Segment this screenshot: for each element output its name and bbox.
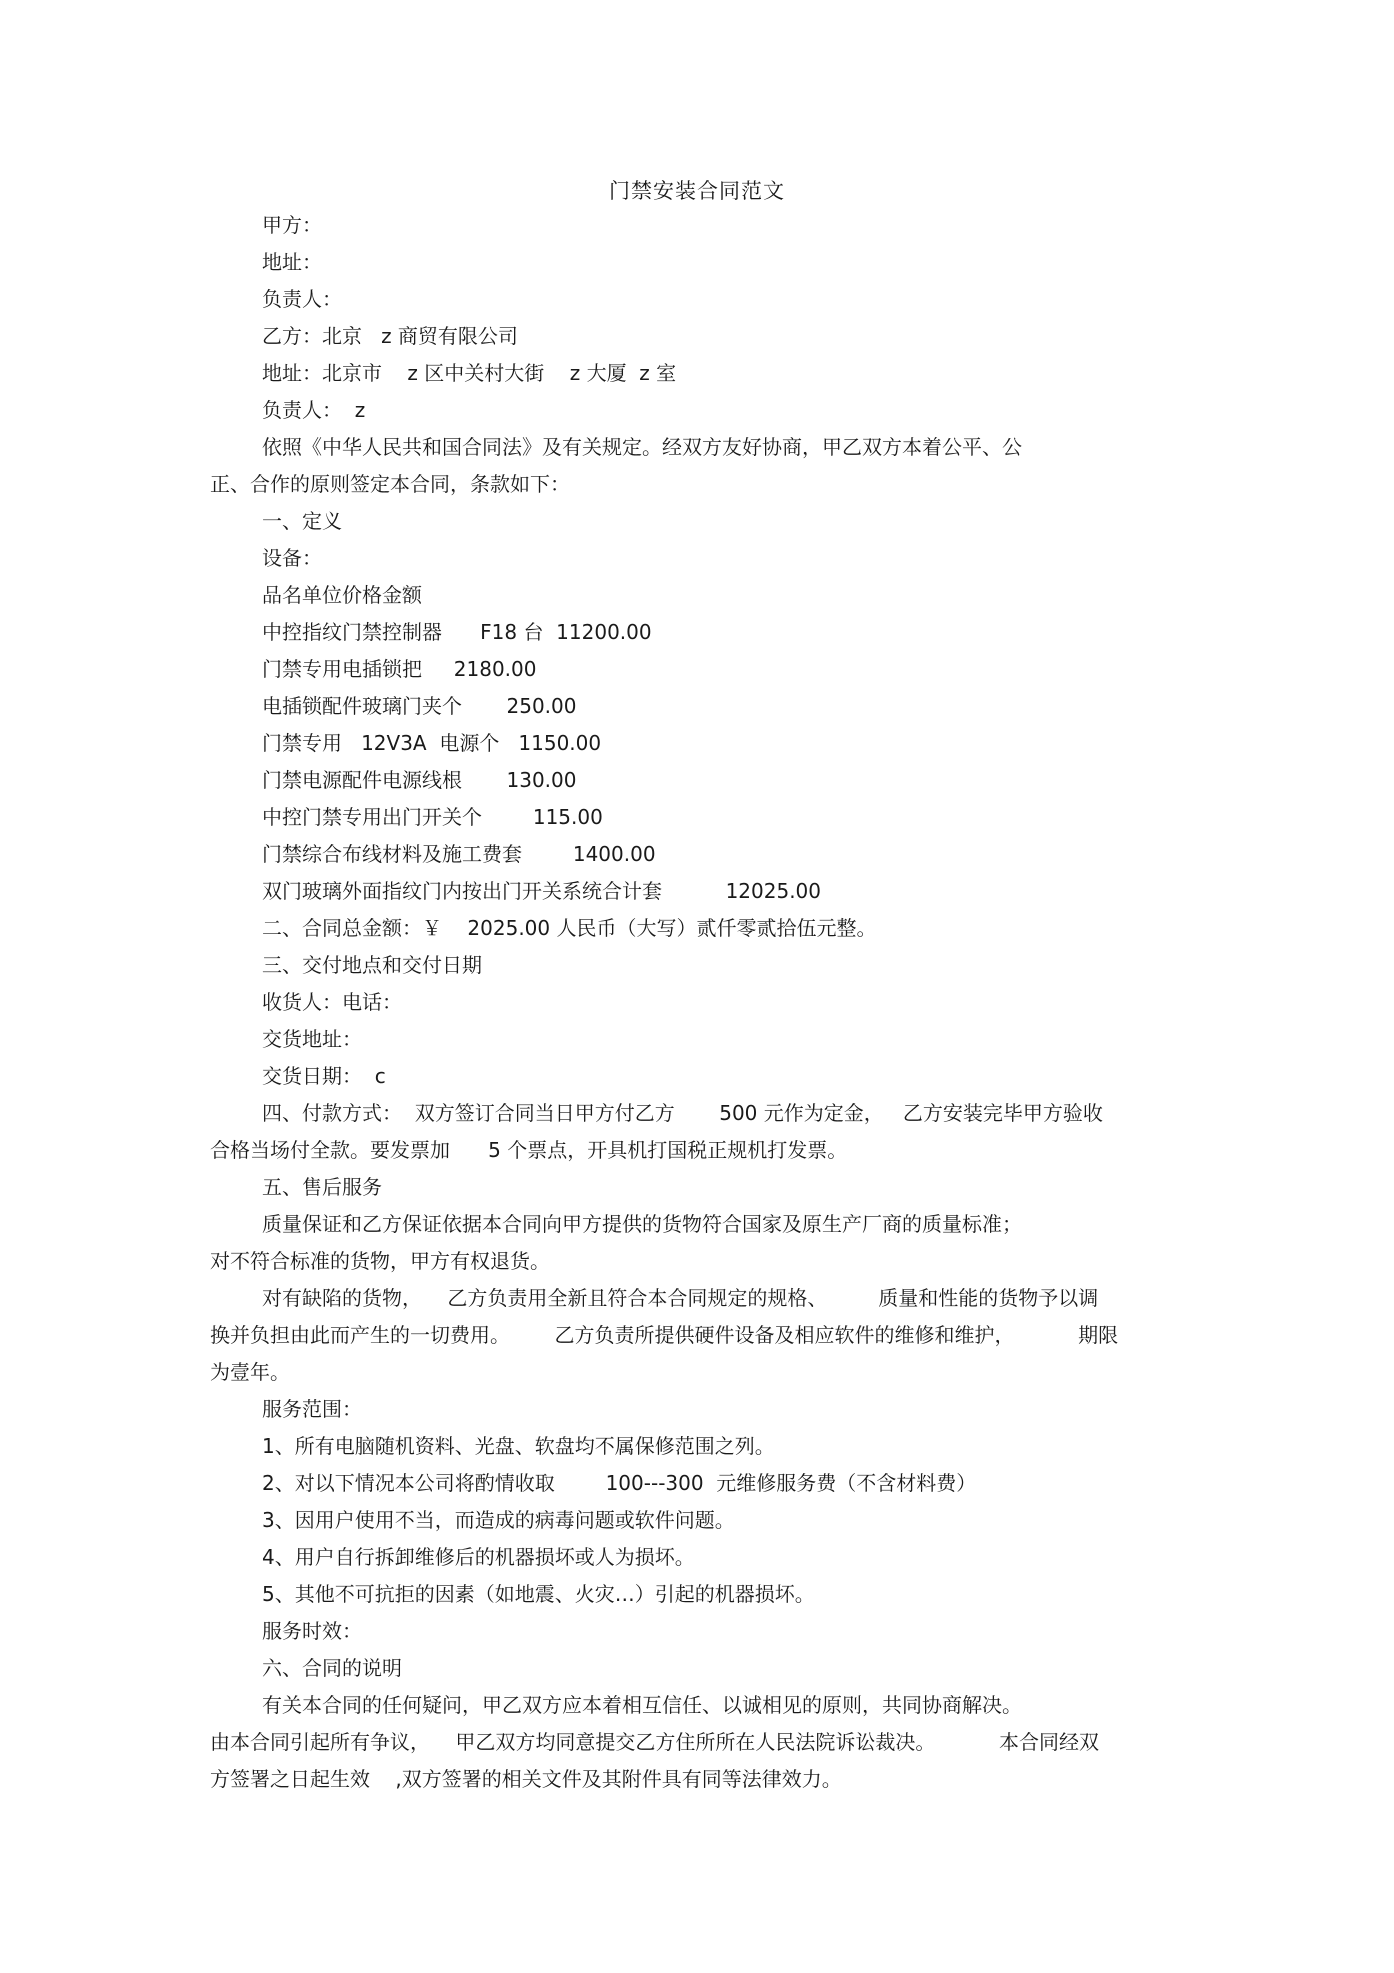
document-line: 服务时效： — [262, 1619, 362, 1643]
document-line: 2、对以下情况本公司将酌情收取 100---300 元维修服务费（不含材料费） — [262, 1471, 977, 1495]
document-line: 甲方： — [262, 213, 322, 237]
document-line: 方签署之日起生效 ,双方签署的相关文件及其附件具有同等法律效力。 — [210, 1767, 842, 1791]
document-line: 服务范围： — [262, 1397, 362, 1421]
document-title: 门禁安装合同范文 — [609, 179, 785, 203]
document-line: 对不符合标准的货物，甲方有权退货。 — [210, 1249, 550, 1273]
document-line: 品名单位价格金额 — [262, 583, 422, 607]
document-line: 设备： — [262, 546, 322, 570]
document-line: 1、所有电脑随机资料、光盘、软盘均不属保修范围之列。 — [262, 1434, 775, 1458]
document-line: 负责人： — [262, 287, 342, 311]
document-body — [210, 207, 1200, 1798]
document-line: 合格当场付全款。要发票加 5 个票点，开具机打国税正规机打发票。 — [210, 1138, 848, 1162]
document-line: 门禁专用 12V3A 电源个 1150.00 — [262, 731, 602, 755]
document-line: 中控门禁专用出门开关个 115.00 — [262, 805, 603, 829]
document-line: 交货地址： — [262, 1027, 362, 1051]
document-line: 三、交付地点和交付日期 — [262, 953, 482, 977]
document-line: 交货日期： c — [262, 1064, 386, 1088]
document-line: 收货人：电话： — [262, 990, 402, 1014]
document-line: 二、合同总金额：￥ 2025.00 人民币（大写）贰仟零贰拾伍元整。 — [262, 916, 877, 940]
document-line: 对有缺陷的货物， 乙方负责用全新且符合本合同规定的规格、 质量和性能的货物予以调 — [262, 1286, 1099, 1310]
document-line: 负责人： z — [262, 398, 366, 422]
document-line: 依照《中华人民共和国合同法》及有关规定。经双方友好协商，甲乙双方本着公平、公 — [262, 435, 1022, 459]
document-line: 门禁专用电插锁把 2180.00 — [262, 657, 537, 681]
document-line: 为壹年。 — [210, 1360, 290, 1384]
document-line: 地址：北京市 z 区中关村大街 z 大厦 z 室 — [262, 361, 677, 385]
document-line: 一、定义 — [262, 509, 342, 533]
document-line: 地址： — [262, 250, 322, 274]
document-line: 四、付款方式： 双方签订合同当日甲方付乙方 500 元作为定金， 乙方安装完毕甲方验收 — [262, 1101, 1103, 1125]
document-line: 电插锁配件玻璃门夹个 250.00 — [262, 694, 577, 718]
document-line: 4、用户自行拆卸维修后的机器损坏或人为损坏。 — [262, 1545, 695, 1569]
document-line: 换并负担由此而产生的一切费用。 乙方负责所提供硬件设备及相应软件的维修和维护， 期限 — [210, 1323, 1119, 1347]
document-line: 门禁电源配件电源线根 130.00 — [262, 768, 577, 792]
document-line: 门禁综合布线材料及施工费套 1400.00 — [262, 842, 656, 866]
document-line: 六、合同的说明 — [262, 1656, 402, 1680]
document-line: 乙方：北京 z 商贸有限公司 — [262, 324, 518, 348]
document-line: 五、售后服务 — [262, 1175, 382, 1199]
document-line: 3、因用户使用不当，而造成的病毒问题或软件问题。 — [262, 1508, 735, 1532]
document-line: 5、其他不可抗拒的因素（如地震、火灾…）引起的机器损坏。 — [262, 1582, 815, 1606]
document-line: 正、合作的原则签定本合同，条款如下： — [210, 472, 570, 496]
document-line: 有关本合同的任何疑问，甲乙双方应本着相互信任、以诚相见的原则，共同协商解决。 — [262, 1693, 1022, 1717]
document-line: 由本合同引起所有争议， 甲乙双方均同意提交乙方住所所在人民法院诉讼裁决。 本合同经双 — [210, 1730, 1100, 1754]
document-line: 双门玻璃外面指纹门内按出门开关系统合计套 12025.00 — [262, 879, 822, 903]
document-line: 中控指纹门禁控制器 F18 台 11200.00 — [262, 620, 652, 644]
document-line: 质量保证和乙方保证依据本合同向甲方提供的货物符合国家及原生产厂商的质量标准； — [262, 1212, 1022, 1236]
